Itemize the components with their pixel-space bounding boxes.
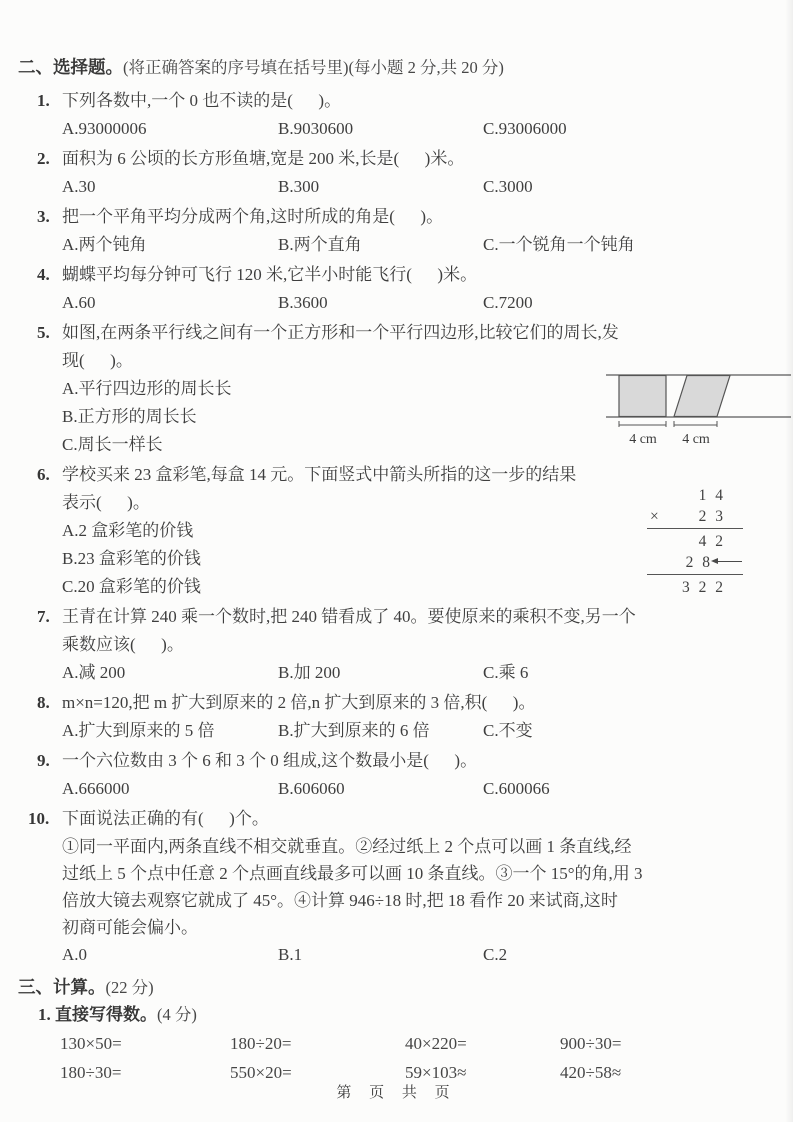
option-a: A.0 xyxy=(62,945,88,964)
calc-expression: 180÷30= xyxy=(60,1063,122,1082)
measure-bracket-right xyxy=(674,421,717,427)
multiplicand: 1 4 xyxy=(698,487,723,504)
options-row xyxy=(0,775,793,803)
question-text: 下面说法正确的有( )个。 xyxy=(62,809,269,828)
calc-expression: 900÷30= xyxy=(560,1034,622,1053)
question-2 xyxy=(0,145,793,201)
calc-expression: 59×103≈ xyxy=(405,1063,467,1082)
question-text: 把一个平角平均分成两个角,这时所成的角是( )。 xyxy=(62,207,444,226)
options-row xyxy=(0,941,793,969)
option-a: A.扩大到原来的 5 倍 xyxy=(62,721,215,740)
option-c: C.93006000 xyxy=(483,119,567,138)
question-8 xyxy=(0,689,793,745)
statements-text: 过纸上 5 个点中任意 2 个点画直线最多可以画 10 条直线。③一个 15°的角,用 3 xyxy=(62,864,643,883)
option-c: C.周长一样长 xyxy=(62,435,163,454)
question-10 xyxy=(0,805,793,969)
option-a: A.2 盒彩笔的价钱 xyxy=(62,521,194,540)
section3-header xyxy=(18,973,793,1001)
option-b: B.扩大到原来的 6 倍 xyxy=(278,721,430,740)
option-c: C.不变 xyxy=(483,721,533,740)
options-row xyxy=(0,717,793,745)
option-b: B.23 盒彩笔的价钱 xyxy=(62,549,201,568)
calc-item-label xyxy=(38,1001,793,1029)
option-a: A.60 xyxy=(62,293,96,312)
calc-expression: 130×50= xyxy=(60,1034,122,1053)
vertical-multiplication xyxy=(647,485,743,598)
question-number: 6. xyxy=(37,465,50,484)
option-b: B.正方形的周长长 xyxy=(62,407,197,426)
question-text: 如图,在两条平行线之间有一个正方形和一个平行四边形,比较它们的周长,发 xyxy=(62,323,619,342)
option-a: A.30 xyxy=(62,177,96,196)
question-3 xyxy=(0,203,793,259)
question-text: 现( )。 xyxy=(62,351,133,370)
option-b: B.1 xyxy=(278,945,303,964)
partial-product-2: 2 8 xyxy=(647,552,743,573)
question-number: 7. xyxy=(37,607,50,626)
measure-bracket-left xyxy=(619,421,666,427)
rule-line xyxy=(647,528,743,529)
option-b: B.加 200 xyxy=(278,663,341,682)
option-c: C.3000 xyxy=(483,177,533,196)
option-a: A.减 200 xyxy=(62,663,126,682)
option-a: A.93000006 xyxy=(62,119,147,138)
multiplier: 2 3 xyxy=(698,508,723,525)
option-b: B.两个直角 xyxy=(278,235,362,254)
calc-expression: 550×20= xyxy=(230,1063,292,1082)
options-row xyxy=(0,115,793,143)
width-label-right: 4 cm xyxy=(682,432,710,447)
option-b: B.3600 xyxy=(278,293,328,312)
calc-expression: 420÷58≈ xyxy=(560,1063,622,1082)
option-c: C.7200 xyxy=(483,293,533,312)
question-text: 王青在计算 240 乘一个数时,把 240 错看成了 40。要使原来的乘积不变,另一个 xyxy=(62,607,636,626)
question-number: 5. xyxy=(37,323,50,342)
question-number: 2. xyxy=(37,149,50,168)
question-number: 4. xyxy=(37,265,50,284)
option-c: C.一个锐角一个钝角 xyxy=(483,235,635,254)
calc-expression: 40×220= xyxy=(405,1034,467,1053)
option-c: C.乘 6 xyxy=(483,663,529,682)
section3-note: (22 分) xyxy=(105,978,154,997)
options-row xyxy=(0,231,793,259)
question-number: 10. xyxy=(28,809,50,828)
multiplicand-row xyxy=(647,485,743,506)
question-4 xyxy=(0,261,793,317)
question-1 xyxy=(0,87,793,143)
section2-title: 二、选择题。 xyxy=(18,57,123,77)
multiplier-row xyxy=(647,506,743,527)
option-b: B.606060 xyxy=(278,779,345,798)
question-5 xyxy=(0,319,793,459)
parallel-lines-figure xyxy=(606,365,791,449)
calc-expression: 180÷20= xyxy=(230,1034,292,1053)
calc-row-1 xyxy=(0,1029,793,1058)
statements-text: 倍放大镜去观察它就成了 45°。④计算 946÷18 时,把 18 看作 20 来试商,这时 xyxy=(62,891,618,910)
question-text: 乘数应该( )。 xyxy=(62,635,184,654)
option-a: A.666000 xyxy=(62,779,130,798)
option-b: B.300 xyxy=(278,177,320,196)
option-c: C.20 盒彩笔的价钱 xyxy=(62,577,201,596)
question-text: 面积为 6 公顷的长方形鱼塘,宽是 200 米,长是( )米。 xyxy=(62,149,465,168)
question-text: 蝴蝶平均每分钟可飞行 120 米,它半小时能飞行( )米。 xyxy=(62,265,478,284)
section2-header xyxy=(18,53,793,81)
question-text: 表示( )。 xyxy=(62,493,150,512)
option-a: A.两个钝角 xyxy=(62,235,147,254)
section2-note: (将正确答案的序号填在括号里)(每小题 2 分,共 20 分) xyxy=(123,58,504,77)
statements-text: 初商可能会偏小。 xyxy=(62,918,198,937)
rule-line xyxy=(647,574,743,575)
question-number: 3. xyxy=(37,207,50,226)
width-label-left: 4 cm xyxy=(629,432,657,447)
calc-item-points: (4 分) xyxy=(157,1005,197,1024)
options-row xyxy=(0,659,793,687)
option-c: C.600066 xyxy=(483,779,550,798)
page-footer: 第 页 共 页 xyxy=(336,1085,457,1101)
question-number: 8. xyxy=(37,693,50,712)
question-text: 一个六位数由 3 个 6 和 3 个 0 组成,这个数最小是( )。 xyxy=(62,751,478,770)
options-row xyxy=(0,173,793,201)
question-number: 1. xyxy=(37,91,50,110)
parallelogram-shape xyxy=(674,376,730,417)
multiply-sign: × xyxy=(650,508,659,525)
question-text: m×n=120,把 m 扩大到原来的 2 倍,n 扩大到原来的 3 倍,积( )。 xyxy=(62,693,536,712)
square-shape xyxy=(619,376,666,417)
statements-text: ①同一平面内,两条直线不相交就垂直。②经过纸上 2 个点可以画 1 条直线,经 xyxy=(62,837,632,856)
option-c: C.2 xyxy=(483,945,508,964)
question-text: 学校买来 23 盒彩笔,每盒 14 元。下面竖式中箭头所指的这一步的结果 xyxy=(62,465,577,484)
option-b: B.9030600 xyxy=(278,119,354,138)
partial-product-1: 4 2 xyxy=(698,533,723,550)
calc-item-title: 1. 直接写得数。 xyxy=(38,1005,157,1024)
question-number: 9. xyxy=(37,751,50,770)
options-row xyxy=(0,289,793,317)
option-a: A.平行四边形的周长长 xyxy=(62,379,232,398)
question-9 xyxy=(0,747,793,803)
final-product: 3 2 2 xyxy=(682,579,723,596)
question-6 xyxy=(0,461,793,601)
question-7 xyxy=(0,603,793,687)
section3-title: 三、计算。 xyxy=(18,977,106,997)
question-text: 下列各数中,一个 0 也不读的是( )。 xyxy=(62,91,342,110)
